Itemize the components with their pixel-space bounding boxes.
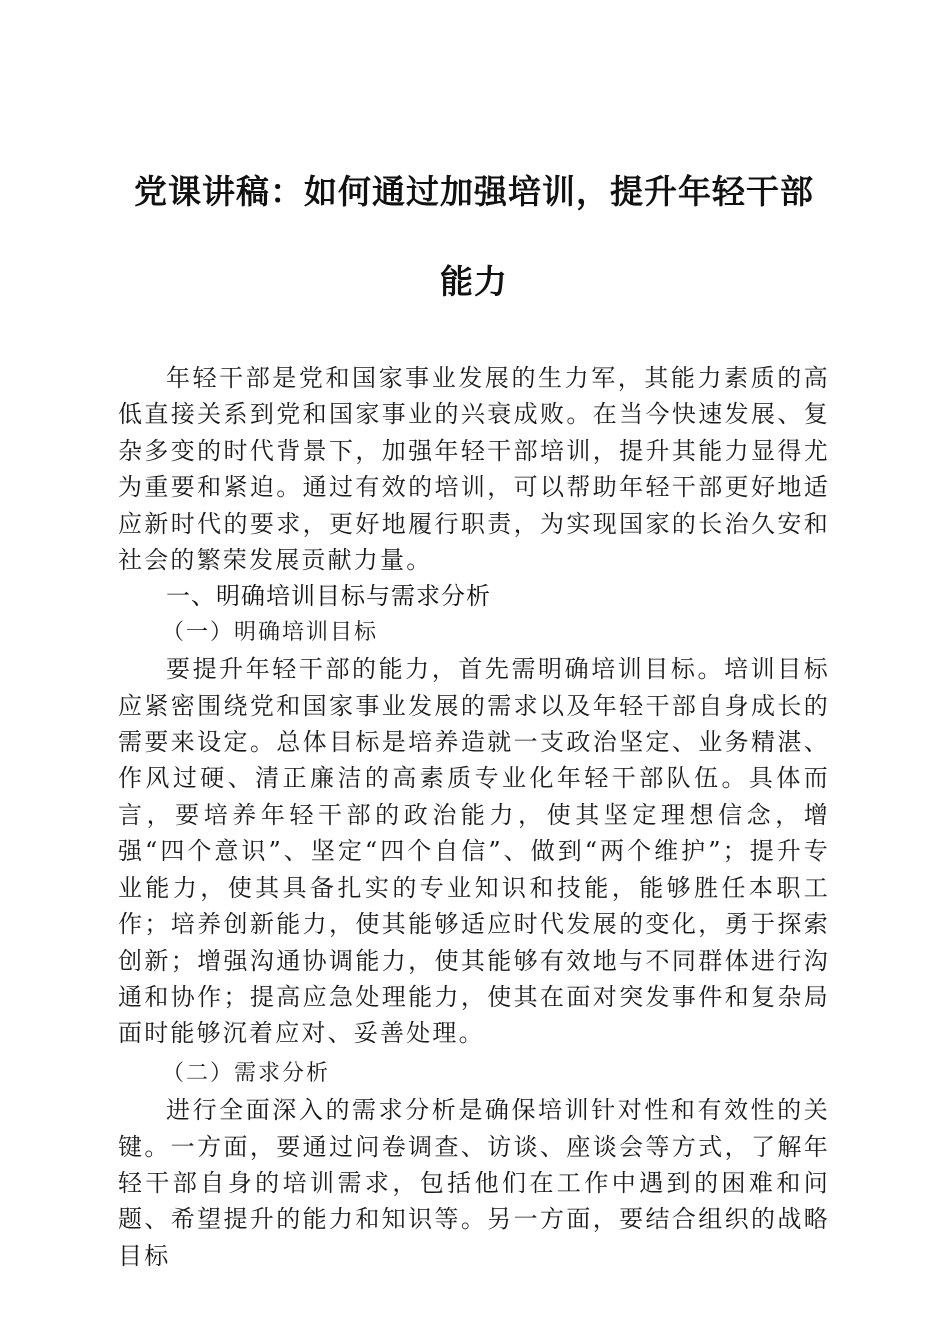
document-title: [118, 168, 830, 306]
intro-paragraph: 年轻干部是党和国家事业发展的生力军，其能力素质的高低直接关系到党和国家事业的兴衰成败。在当今快速发展、复杂多变的时代背景下，加强年轻干部培训，提升其能力显得尤为重要和紧迫。通过有效的培训，可以帮助年轻干部更好地适应新时代的要求，更好地履行职责，为实现国家的长治久安和社会的繁荣发展贡献力量。: [118, 364, 830, 575]
subsection-1-paragraph: 要提升年轻干部的能力，首先需明确培训目标。培训目标应紧密围绕党和国家事业发展的需求以及年轻干部自身成长的需要来设定。总体目标是培养造就一支政治坚定、业务精湛、作风过硬、清正廉洁的高素质专业化年轻干部队伍。具体而言，要培养年轻干部的政治能力，使其坚定理想信念，增强“四个意识”、坚定“四个自信”、做到“两个维护”；提升专业能力，使其具备扎实的专业知识和技能，能够胜任本职工作；培养创新能力，使其能够适应时代发展的变化，勇于探索创新；增强沟通协调能力，使其能够有效地与不同群体进行沟通和协作；提高应急处理能力，使其在面对突发事件和复杂局面时能够沉着应对、妥善处理。: [118, 655, 830, 1048]
section-1-heading: 一、明确培训目标与需求分析: [166, 582, 491, 611]
document-body: [118, 360, 830, 1274]
document-page: [118, 168, 830, 1274]
title-line-2: 能力: [440, 262, 508, 301]
subsection-1-heading: （一）明确培训目标: [162, 619, 379, 645]
subsection-2-heading: （二）需求分析: [162, 1060, 331, 1086]
title-line-1: 党课讲稿：如何通过加强培训，提升年轻干部: [134, 172, 814, 211]
subsection-2-paragraph: 进行全面深入的需求分析是确保培训针对性和有效性的关键。一方面，要通过问卷调查、访谈、座谈会等方式，了解年轻干部自身的培训需求，包括他们在工作中遇到的困难和问题、希望提升的能力和知识等。另一方面，要结合组织的战略目标: [118, 1096, 830, 1270]
